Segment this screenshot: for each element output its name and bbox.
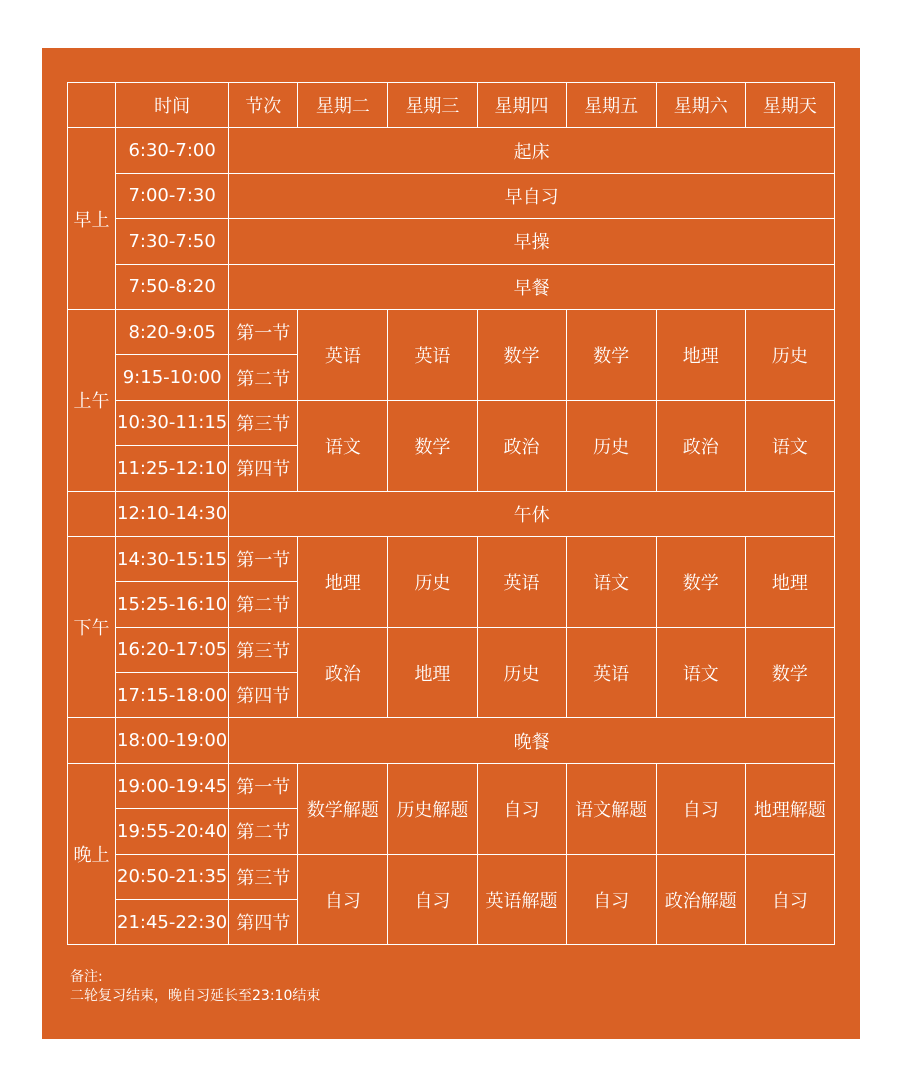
time-cell: 7:30-7:50 — [116, 219, 229, 264]
time-cell: 12:10-14:30 — [116, 491, 229, 536]
time-cell: 19:55-20:40 — [116, 809, 229, 854]
activity-cell: 早餐 — [229, 264, 835, 309]
table-row — [68, 219, 835, 264]
subject-cell: 数学解题 — [298, 763, 388, 854]
table-row — [68, 718, 835, 763]
subject-cell: 自习 — [477, 763, 566, 854]
subject-cell: 语文 — [566, 536, 656, 627]
slot-cell: 第二节 — [229, 809, 298, 854]
subject-cell: 地理 — [745, 536, 834, 627]
time-cell: 7:50-8:20 — [116, 264, 229, 309]
slot-cell: 第一节 — [229, 763, 298, 808]
subject-cell: 数学 — [566, 309, 656, 400]
subject-cell: 地理 — [388, 627, 477, 718]
table-row — [68, 763, 835, 808]
subject-cell: 自习 — [566, 854, 656, 945]
subject-cell: 数学 — [656, 536, 745, 627]
header-day: 星期五 — [566, 83, 656, 128]
subject-cell: 语文 — [656, 627, 745, 718]
activity-cell: 午休 — [229, 491, 835, 536]
header-time: 时间 — [116, 83, 229, 128]
header-corner — [68, 83, 116, 128]
subject-cell: 地理 — [298, 536, 388, 627]
subject-cell: 自习 — [388, 854, 477, 945]
subject-cell: 历史 — [477, 627, 566, 718]
table-row — [68, 264, 835, 309]
slot-cell: 第四节 — [229, 900, 298, 945]
slot-cell: 第三节 — [229, 627, 298, 672]
time-cell: 19:00-19:45 — [116, 763, 229, 808]
subject-cell: 自习 — [298, 854, 388, 945]
subject-cell: 数学 — [388, 400, 477, 491]
slot-cell: 第三节 — [229, 400, 298, 445]
notes-text: 二轮复习结束，晚自习延长至23:10结束 — [70, 988, 321, 1004]
subject-cell: 历史 — [566, 400, 656, 491]
subject-cell: 英语 — [566, 627, 656, 718]
table-row — [68, 854, 835, 899]
period-pm: 下午 — [68, 536, 116, 718]
period-am: 上午 — [68, 309, 116, 491]
header-day: 星期六 — [656, 83, 745, 128]
header-day: 星期三 — [388, 83, 477, 128]
slot-cell: 第三节 — [229, 854, 298, 899]
slot-cell: 第一节 — [229, 309, 298, 354]
subject-cell: 政治 — [656, 400, 745, 491]
header-day: 星期天 — [745, 83, 834, 128]
subject-cell: 政治 — [298, 627, 388, 718]
notes — [70, 968, 320, 1006]
activity-cell: 早操 — [229, 219, 835, 264]
time-cell: 17:15-18:00 — [116, 673, 229, 718]
subject-cell: 语文 — [298, 400, 388, 491]
time-cell: 11:25-12:10 — [116, 446, 229, 491]
subject-cell: 语文 — [745, 400, 834, 491]
time-cell: 20:50-21:35 — [116, 854, 229, 899]
table-row — [68, 491, 835, 536]
schedule-panel — [42, 48, 860, 1039]
period-evening: 晚上 — [68, 763, 116, 945]
slot-cell: 第一节 — [229, 536, 298, 581]
activity-cell: 早自习 — [229, 173, 835, 218]
time-cell: 14:30-15:15 — [116, 536, 229, 581]
subject-cell: 历史 — [745, 309, 834, 400]
time-cell: 8:20-9:05 — [116, 309, 229, 354]
time-cell: 7:00-7:30 — [116, 173, 229, 218]
slot-cell: 第二节 — [229, 582, 298, 627]
period-blank — [68, 491, 116, 536]
subject-cell: 历史 — [388, 536, 477, 627]
header-day: 星期四 — [477, 83, 566, 128]
subject-cell: 英语 — [477, 536, 566, 627]
subject-cell: 地理 — [656, 309, 745, 400]
subject-cell: 数学 — [745, 627, 834, 718]
subject-cell: 英语解题 — [477, 854, 566, 945]
subject-cell: 历史解题 — [388, 763, 477, 854]
period-blank — [68, 718, 116, 763]
table-row — [68, 309, 835, 354]
activity-cell: 晚餐 — [229, 718, 835, 763]
table-row — [68, 173, 835, 218]
subject-cell: 数学 — [477, 309, 566, 400]
subject-cell: 政治 — [477, 400, 566, 491]
notes-title: 备注: — [70, 969, 103, 985]
activity-cell: 起床 — [229, 128, 835, 173]
time-cell: 18:00-19:00 — [116, 718, 229, 763]
subject-cell: 英语 — [298, 309, 388, 400]
table-row — [68, 400, 835, 445]
slot-cell: 第二节 — [229, 355, 298, 400]
slot-cell: 第四节 — [229, 673, 298, 718]
header-row — [68, 83, 835, 128]
subject-cell: 英语 — [388, 309, 477, 400]
subject-cell: 地理解题 — [745, 763, 834, 854]
time-cell: 21:45-22:30 — [116, 900, 229, 945]
subject-cell: 政治解题 — [656, 854, 745, 945]
time-cell: 15:25-16:10 — [116, 582, 229, 627]
schedule-table — [67, 82, 835, 945]
subject-cell: 自习 — [656, 763, 745, 854]
table-row — [68, 128, 835, 173]
subject-cell: 语文解题 — [566, 763, 656, 854]
time-cell: 16:20-17:05 — [116, 627, 229, 672]
slot-cell: 第四节 — [229, 446, 298, 491]
table-row — [68, 627, 835, 672]
subject-cell: 自习 — [745, 854, 834, 945]
header-day: 星期二 — [298, 83, 388, 128]
time-cell: 10:30-11:15 — [116, 400, 229, 445]
time-cell: 6:30-7:00 — [116, 128, 229, 173]
table-row — [68, 536, 835, 581]
period-morning: 早上 — [68, 128, 116, 310]
time-cell: 9:15-10:00 — [116, 355, 229, 400]
header-slot: 节次 — [229, 83, 298, 128]
